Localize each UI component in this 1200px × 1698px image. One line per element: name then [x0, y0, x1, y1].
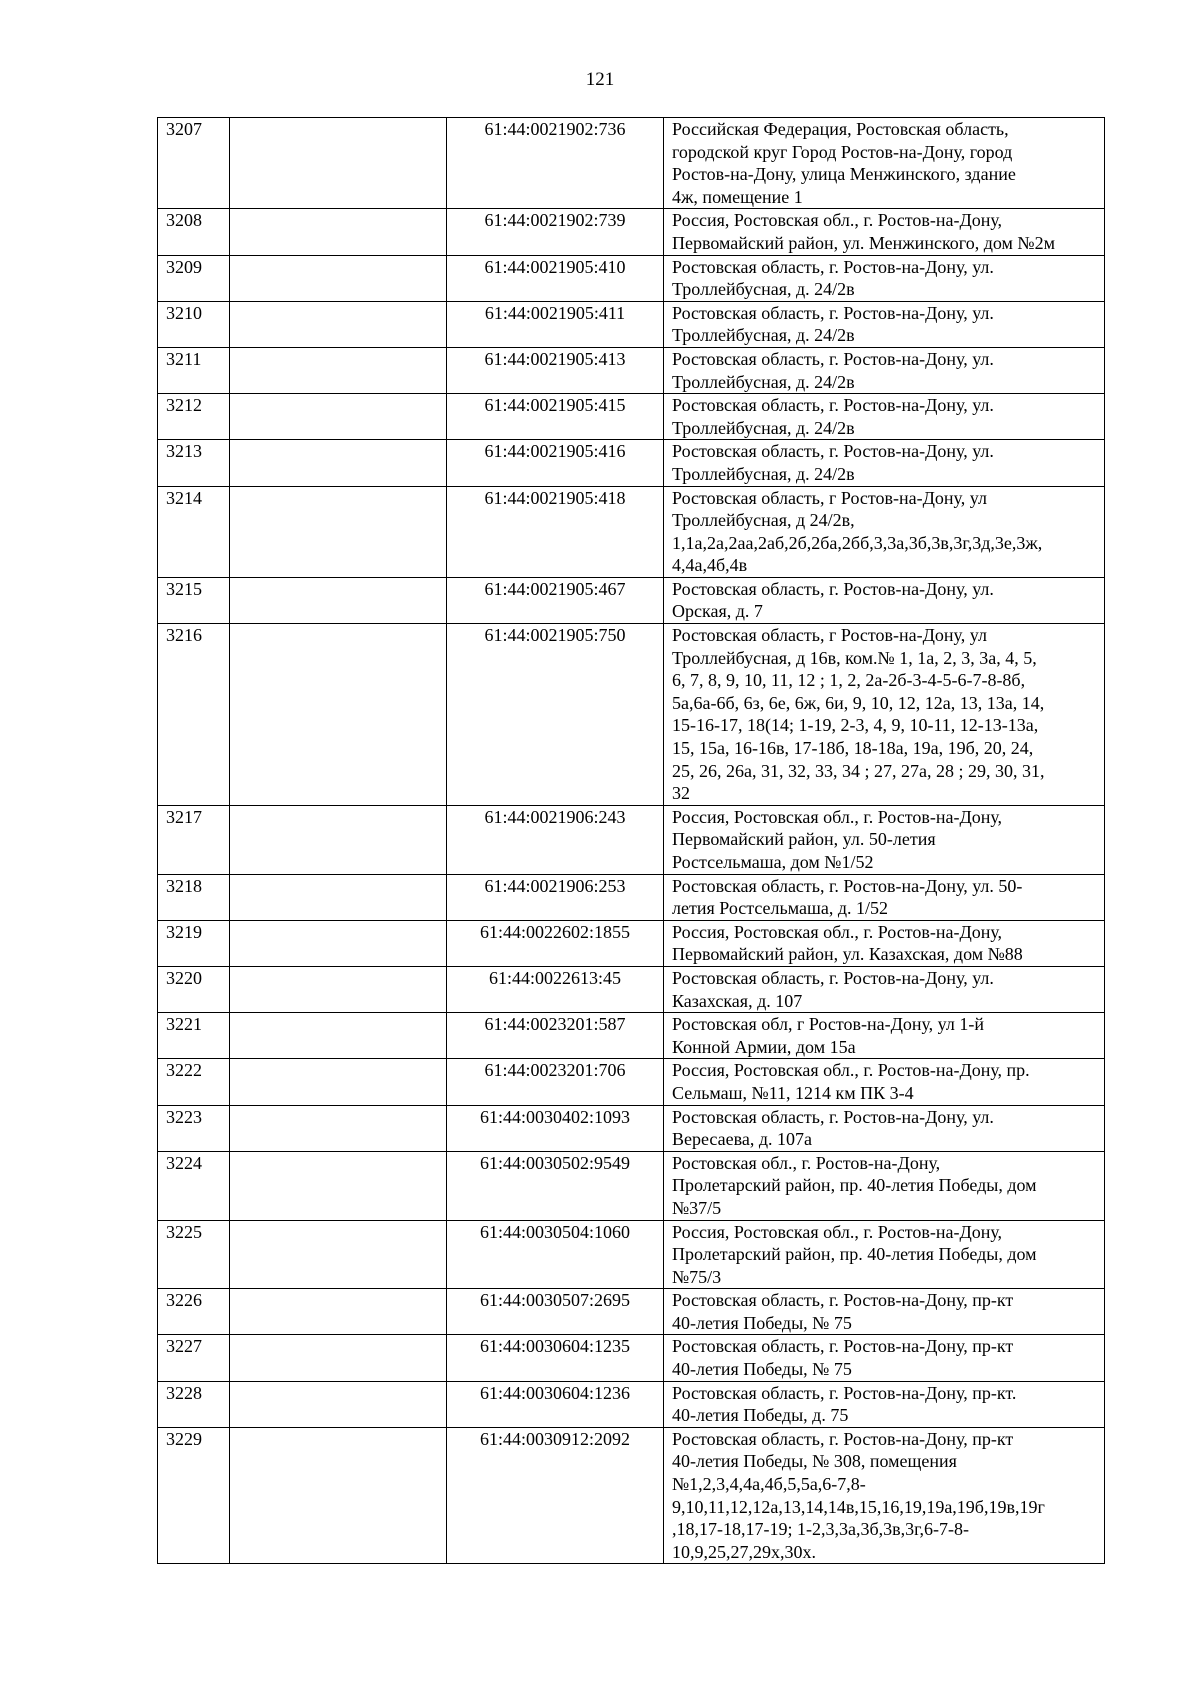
empty-cell — [230, 486, 447, 577]
empty-cell — [230, 920, 447, 966]
table-row — [158, 805, 1105, 874]
cadastral-number-cell: 61:44:0022613:45 — [447, 966, 664, 1012]
address-cell — [664, 966, 1105, 1012]
cadastral-number-cell: 61:44:0030912:2092 — [447, 1427, 664, 1564]
address-line: Ростовская область, г Ростов-на-Дону, ул — [672, 625, 987, 646]
row-number-cell: 3219 — [158, 920, 230, 966]
address-cell — [664, 1151, 1105, 1220]
address-line: Ростовская область, г. Ростов-на-Дону, ул. — [672, 256, 994, 277]
address-cell — [664, 805, 1105, 874]
table-row — [158, 301, 1105, 347]
cadastral-number-cell: 61:44:0030402:1093 — [447, 1105, 664, 1151]
address-cell — [664, 1220, 1105, 1289]
address-cell — [664, 624, 1105, 806]
empty-cell — [230, 1381, 447, 1427]
address-line: Ростовская область, г. Ростов-на-Дону, пр-кт — [672, 1290, 1014, 1311]
address-line: 6, 7, 8, 9, 10, 11, 12 ; 1, 2, 2а-2б-3-4-5-6-7-8-8б, — [672, 670, 1026, 691]
address-line: 9,10,11,12,12а,13,14,14в,15,16,19,19а,19б,19в,19г — [672, 1496, 1045, 1517]
address-line: Ростовская область, г. Ростов-на-Дону, ул. 50- — [672, 875, 1023, 896]
table-row — [158, 1151, 1105, 1220]
empty-cell — [230, 440, 447, 486]
address-line: летия Ростсельмаша, д. 1/52 — [672, 898, 888, 919]
cadastral-number-cell: 61:44:0030604:1236 — [447, 1381, 664, 1427]
address-cell — [664, 1289, 1105, 1335]
table-row — [158, 966, 1105, 1012]
row-number-cell: 3220 — [158, 966, 230, 1012]
row-number-cell: 3211 — [158, 347, 230, 393]
cadastral-number-cell: 61:44:0021905:410 — [447, 255, 664, 301]
address-line: Ростсельмаша, дом №1/52 — [672, 852, 874, 872]
address-line: Ростовская область, г. Ростов-на-Дону, ул. — [672, 1106, 994, 1127]
table-row — [158, 209, 1105, 255]
row-number-cell: 3227 — [158, 1335, 230, 1381]
empty-cell — [230, 577, 447, 623]
address-cell — [664, 255, 1105, 301]
row-number-cell: 3225 — [158, 1220, 230, 1289]
cadastral-number-cell: 61:44:0021902:739 — [447, 209, 664, 255]
row-number-cell: 3214 — [158, 486, 230, 577]
table-row — [158, 1105, 1105, 1151]
row-number-cell: 3226 — [158, 1289, 230, 1335]
address-line: Ростовская область, г. Ростов-на-Дону, пр-кт — [672, 1336, 1014, 1357]
row-number-cell: 3210 — [158, 301, 230, 347]
row-number-cell: 3209 — [158, 255, 230, 301]
table-row — [158, 1013, 1105, 1059]
address-line: Троллейбусная, д 16в, ком.№ 1, 1а, 2, 3, 3а, 4, 5, — [672, 647, 1037, 668]
address-cell — [664, 577, 1105, 623]
empty-cell — [230, 805, 447, 874]
table-row — [158, 1289, 1105, 1335]
address-line: 15, 15а, 16-16в, 17-18б, 18-18а, 19а, 19б, 20, 24, — [672, 738, 1034, 759]
row-number-cell: 3215 — [158, 577, 230, 623]
address-line: Первомайский район, ул. Менжинского, дом №2м — [672, 232, 1055, 253]
address-line: Троллейбусная, д 24/2в, — [672, 510, 855, 531]
registry-table-body — [158, 118, 1105, 1564]
address-line: Ростовская обл, г Ростов-на-Дону, ул 1-й — [672, 1014, 984, 1035]
empty-cell — [230, 118, 447, 209]
address-line: Ростовская область, г. Ростов-на-Дону, ул. — [672, 967, 994, 988]
cadastral-number-cell: 61:44:0021902:736 — [447, 118, 664, 209]
empty-cell — [230, 1059, 447, 1105]
table-row — [158, 255, 1105, 301]
table-row — [158, 394, 1105, 440]
empty-cell — [230, 966, 447, 1012]
cadastral-number-cell: 61:44:0030502:9549 — [447, 1151, 664, 1220]
address-line: Российская Федерация, Ростовская область, — [672, 119, 1009, 139]
address-line: Россия, Ростовская обл., г. Ростов-на-Дону, — [672, 921, 1003, 942]
table-row — [158, 1335, 1105, 1381]
empty-cell — [230, 874, 447, 920]
address-line: Ростовская область, г Ростов-на-Дону, ул — [672, 487, 987, 508]
row-number-cell: 3217 — [158, 805, 230, 874]
registry-table — [157, 117, 1105, 1564]
address-line: Троллейбусная, д. 24/2в — [672, 463, 855, 484]
address-line: 1,1а,2а,2аа,2аб,2б,2ба,2бб,3,3а,3б,3в,3г,3д,3е,3ж, — [672, 532, 1043, 553]
address-line: Казахская, д. 107 — [672, 990, 803, 1011]
address-line: №37/5 — [672, 1197, 722, 1218]
empty-cell — [230, 255, 447, 301]
row-number-cell: 3221 — [158, 1013, 230, 1059]
address-cell — [664, 440, 1105, 486]
address-line: Первомайский район, ул. Казахская, дом №88 — [672, 944, 1023, 965]
table-row — [158, 1059, 1105, 1105]
address-line: Ростов-на-Дону, улица Менжинского, здание — [672, 164, 1016, 185]
empty-cell — [230, 1105, 447, 1151]
cadastral-number-cell: 61:44:0021905:413 — [447, 347, 664, 393]
address-line: Троллейбусная, д. 24/2в — [672, 417, 855, 438]
row-number-cell: 3229 — [158, 1427, 230, 1564]
row-number-cell: 3218 — [158, 874, 230, 920]
address-line: Конной Армии, дом 15а — [672, 1036, 856, 1057]
table-row — [158, 1427, 1105, 1564]
address-cell — [664, 1427, 1105, 1564]
address-line: 40-летия Победы, № 75 — [672, 1359, 852, 1380]
address-cell — [664, 118, 1105, 209]
address-cell — [664, 920, 1105, 966]
table-row — [158, 486, 1105, 577]
address-line: 40-летия Победы, № 75 — [672, 1312, 852, 1333]
address-line: 25, 26, 26а, 31, 32, 33, 34 ; 27, 27а, 28 ; 29, 30, 31, — [672, 760, 1045, 781]
table-row — [158, 624, 1105, 806]
table-row — [158, 874, 1105, 920]
address-cell — [664, 394, 1105, 440]
row-number-cell: 3228 — [158, 1381, 230, 1427]
cadastral-number-cell: 61:44:0021905:415 — [447, 394, 664, 440]
address-line: Вересаева, д. 107а — [672, 1129, 813, 1150]
address-cell — [664, 486, 1105, 577]
address-line: Пролетарский район, пр. 40-летия Победы, дом — [672, 1244, 1037, 1265]
table-row — [158, 577, 1105, 623]
address-cell — [664, 1059, 1105, 1105]
address-line: №75/3 — [672, 1266, 722, 1287]
row-number-cell: 3222 — [158, 1059, 230, 1105]
address-line: Сельмаш, №11, 1214 км ПК 3-4 — [672, 1082, 914, 1103]
cadastral-number-cell: 61:44:0030507:2695 — [447, 1289, 664, 1335]
address-line: Орская, д. 7 — [672, 601, 763, 622]
address-cell — [664, 1335, 1105, 1381]
address-line: Ростовская обл., г. Ростов-на-Дону, — [672, 1152, 941, 1173]
cadastral-number-cell: 61:44:0021906:253 — [447, 874, 664, 920]
address-line: №1,2,3,4,4а,4б,5,5а,6-7,8- — [672, 1474, 866, 1495]
cadastral-number-cell: 61:44:0021905:418 — [447, 486, 664, 577]
empty-cell — [230, 1335, 447, 1381]
address-line: Россия, Ростовская обл., г. Ростов-на-Дону, — [672, 210, 1003, 231]
address-line: городской круг Город Ростов-на-Дону, город — [672, 141, 1013, 162]
address-line: Ростовская область, г. Ростов-на-Дону, ул. — [672, 395, 994, 416]
empty-cell — [230, 624, 447, 806]
empty-cell — [230, 209, 447, 255]
cadastral-number-cell: 61:44:0030604:1235 — [447, 1335, 664, 1381]
cadastral-number-cell: 61:44:0021906:243 — [447, 805, 664, 874]
address-line: Ростовская область, г. Ростов-на-Дону, ул. — [672, 441, 994, 462]
address-line: Ростовская область, г. Ростов-на-Дону, ул. — [672, 578, 994, 599]
cadastral-number-cell: 61:44:0030504:1060 — [447, 1220, 664, 1289]
address-line: 10,9,25,27,29х,30х. — [672, 1541, 816, 1562]
row-number-cell: 3208 — [158, 209, 230, 255]
address-line: Ростовская область, г. Ростов-на-Дону, пр-кт. — [672, 1382, 1017, 1403]
address-line: 40-летия Победы, д. 75 — [672, 1405, 849, 1426]
address-line: Россия, Ростовская обл., г. Ростов-на-Дону, — [672, 1221, 1003, 1242]
address-cell — [664, 1105, 1105, 1151]
address-cell — [664, 301, 1105, 347]
row-number-cell: 3216 — [158, 624, 230, 806]
address-line: ,18,17-18,17-19; 1-2,3,3а,3б,3в,3г,6-7-8- — [672, 1519, 969, 1540]
address-line: Ростовская область, г. Ростов-на-Дону, ул. — [672, 302, 994, 323]
empty-cell — [230, 301, 447, 347]
table-row — [158, 440, 1105, 486]
page-number: 121 — [585, 69, 615, 90]
row-number-cell: 3207 — [158, 118, 230, 209]
address-line: Пролетарский район, пр. 40-летия Победы, дом — [672, 1175, 1037, 1196]
address-line: Россия, Ростовская обл., г. Ростов-на-Дону, пр. — [672, 1060, 1030, 1081]
address-line: 5а,6а-6б, 6з, 6е, 6ж, 6и, 9, 10, 12, 12а, 13, 13а, 14, — [672, 692, 1045, 713]
address-line: Троллейбусная, д. 24/2в — [672, 325, 855, 346]
empty-cell — [230, 347, 447, 393]
empty-cell — [230, 1289, 447, 1335]
address-line: 32 — [672, 783, 690, 804]
empty-cell — [230, 1427, 447, 1564]
address-line: 4ж, помещение 1 — [672, 186, 803, 207]
cadastral-number-cell: 61:44:0022602:1855 — [447, 920, 664, 966]
address-line: Россия, Ростовская обл., г. Ростов-на-Дону, — [672, 806, 1003, 827]
table-row — [158, 1381, 1105, 1427]
address-line: 4,4а,4б,4в — [672, 555, 748, 576]
empty-cell — [230, 1151, 447, 1220]
address-cell — [664, 874, 1105, 920]
address-line: Первомайский район, ул. 50-летия — [672, 829, 936, 850]
address-line: Троллейбусная, д. 24/2в — [672, 371, 855, 392]
cadastral-number-cell: 61:44:0023201:587 — [447, 1013, 664, 1059]
cadastral-number-cell: 61:44:0021905:750 — [447, 624, 664, 806]
row-number-cell: 3212 — [158, 394, 230, 440]
table-row — [158, 920, 1105, 966]
empty-cell — [230, 1220, 447, 1289]
cadastral-number-cell: 61:44:0021905:467 — [447, 577, 664, 623]
address-line: Ростовская область, г. Ростов-на-Дону, пр-кт — [672, 1428, 1014, 1449]
empty-cell — [230, 1013, 447, 1059]
cadastral-number-cell: 61:44:0021905:416 — [447, 440, 664, 486]
address-line: 40-летия Победы, № 308, помещения — [672, 1451, 957, 1472]
row-number-cell: 3224 — [158, 1151, 230, 1220]
address-line: Ростовская область, г. Ростов-на-Дону, ул. — [672, 348, 994, 369]
cadastral-number-cell: 61:44:0023201:706 — [447, 1059, 664, 1105]
address-cell — [664, 1381, 1105, 1427]
address-cell — [664, 347, 1105, 393]
address-cell — [664, 209, 1105, 255]
row-number-cell: 3213 — [158, 440, 230, 486]
table-row — [158, 1220, 1105, 1289]
address-line: Троллейбусная, д. 24/2в — [672, 279, 855, 300]
table-row — [158, 118, 1105, 209]
address-cell — [664, 1013, 1105, 1059]
table-row — [158, 347, 1105, 393]
row-number-cell: 3223 — [158, 1105, 230, 1151]
empty-cell — [230, 394, 447, 440]
address-line: 15-16-17, 18(14; 1-19, 2-3, 4, 9, 10-11, 12-13-13а, — [672, 715, 1039, 736]
cadastral-number-cell: 61:44:0021905:411 — [447, 301, 664, 347]
